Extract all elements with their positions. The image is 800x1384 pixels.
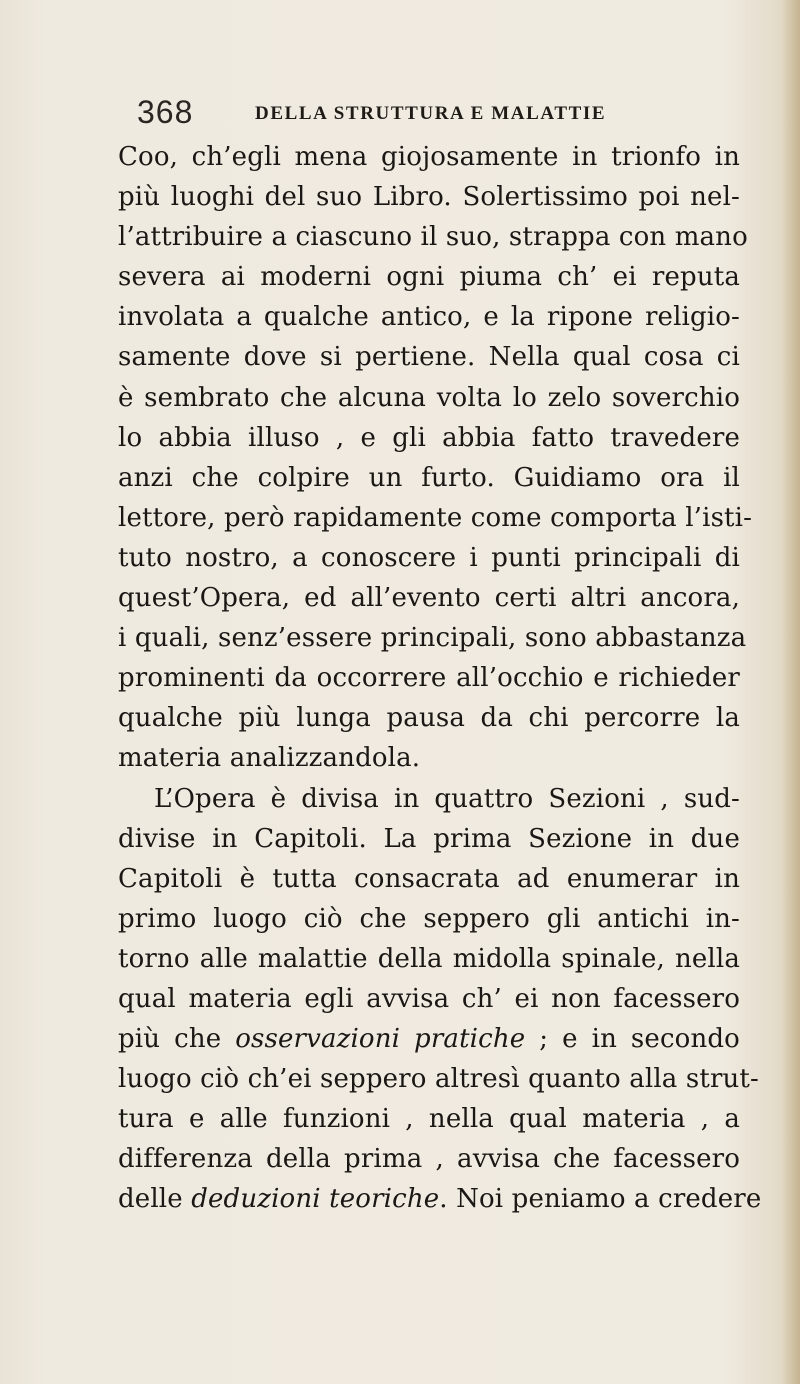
text-segment: primo luogo ciò che seppero gli antichi in- bbox=[118, 903, 740, 934]
text-segment: i quali, senz’essere principali, sono abbastanza bbox=[118, 623, 747, 654]
text-line bbox=[118, 899, 740, 939]
italic-text: deduzioni teoriche bbox=[191, 1184, 440, 1215]
text-segment: involata a qualche antico, e la ripone religio- bbox=[118, 302, 740, 333]
text-segment: è sembrato che alcuna volta lo zelo soverchio bbox=[118, 382, 740, 413]
text-segment: Capitoli è tutta consacrata ad enumerar in bbox=[118, 863, 740, 894]
text-line bbox=[118, 698, 740, 738]
text-line bbox=[118, 779, 740, 819]
text-line bbox=[118, 939, 740, 979]
text-line bbox=[118, 418, 740, 458]
text-line bbox=[118, 297, 740, 337]
text-line bbox=[118, 498, 753, 538]
text-line bbox=[118, 578, 740, 618]
body-text bbox=[118, 137, 762, 1220]
text-segment: samente dove si pertiene. Nella qual cosa ci bbox=[118, 342, 740, 373]
page-edge-shadow bbox=[782, 0, 800, 1384]
text-segment: L’Opera è divisa in quattro Sezioni , sud- bbox=[154, 783, 740, 814]
text-segment: più luoghi del suo Libro. Solertissimo poi nel- bbox=[118, 182, 740, 213]
text-segment: differenza della prima , avvisa che facessero bbox=[118, 1144, 740, 1175]
text-segment: ; e in secondo bbox=[525, 1024, 740, 1055]
text-segment: anzi che colpire un furto. Guidiamo ora il bbox=[118, 462, 740, 493]
text-segment: delle bbox=[118, 1184, 192, 1215]
text-line bbox=[118, 1139, 740, 1179]
text-line bbox=[118, 378, 740, 418]
text-line bbox=[118, 1019, 740, 1059]
text-line bbox=[118, 538, 740, 578]
text-line bbox=[118, 257, 740, 297]
text-line bbox=[118, 979, 740, 1019]
text-line bbox=[118, 738, 740, 778]
text-segment: qualche più lunga pausa da chi percorre la bbox=[118, 703, 740, 734]
text-line bbox=[118, 618, 747, 658]
text-segment: torno alle malattie della midolla spinale, nella bbox=[118, 943, 740, 974]
text-line bbox=[118, 658, 740, 698]
text-line bbox=[118, 337, 740, 377]
text-line bbox=[118, 1059, 759, 1099]
text-segment: tuto nostro, a conoscere i punti principali di bbox=[118, 542, 740, 573]
text-segment: luogo ciò ch’ei seppero altresì quanto alla strut- bbox=[118, 1064, 759, 1095]
text-segment: lettore, però rapidamente come comporta l’isti- bbox=[118, 502, 753, 533]
page-header bbox=[137, 92, 677, 132]
running-head: DELLA STRUTTURA E MALATTIE bbox=[255, 103, 607, 124]
text-line bbox=[118, 1099, 740, 1139]
text-segment: l’attribuire a ciascuno il suo, strappa con mano bbox=[118, 222, 748, 253]
text-segment: quest’Opera, ed all’evento certi altri ancora, bbox=[118, 583, 740, 614]
text-segment: divise in Capitoli. La prima Sezione in due bbox=[118, 823, 740, 854]
text-line bbox=[118, 859, 740, 899]
text-segment: lo abbia illuso , e gli abbia fatto travedere bbox=[118, 422, 740, 453]
page-number: 368 bbox=[137, 94, 194, 130]
italic-text: osservazioni pratiche bbox=[235, 1024, 526, 1055]
text-segment: Coo, ch’egli mena giojosamente in trionfo in bbox=[118, 142, 740, 172]
text-line bbox=[118, 137, 740, 177]
text-segment: . Noi peniamo a credere bbox=[439, 1184, 762, 1215]
text-segment: materia analizzandola. bbox=[118, 743, 421, 774]
text-segment: prominenti da occorrere all’occhio e richieder bbox=[118, 663, 740, 694]
text-segment: qual materia egli avvisa ch’ ei non facessero bbox=[118, 983, 740, 1014]
text-line bbox=[118, 177, 740, 217]
text-line bbox=[118, 819, 740, 859]
text-segment: più che bbox=[118, 1024, 236, 1055]
text-segment: tura e alle funzioni , nella qual materia , a bbox=[118, 1104, 740, 1135]
text-segment: severa ai moderni ogni piuma ch’ ei reputa bbox=[118, 262, 740, 293]
text-line bbox=[118, 1179, 762, 1219]
text-line bbox=[118, 217, 748, 257]
text-line bbox=[118, 458, 740, 498]
